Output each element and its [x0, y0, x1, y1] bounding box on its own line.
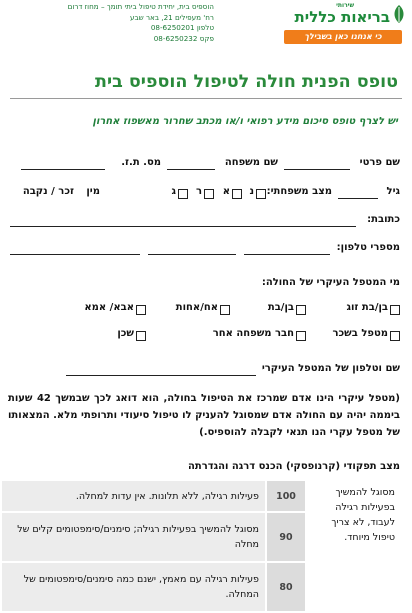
caregiver-question-row: [8, 277, 400, 293]
last-name-label: שם משפחה: [224, 157, 278, 168]
phones-row: [8, 242, 400, 258]
caregiver-contact-field[interactable]: [66, 363, 256, 376]
first-name-label: שם פרטי: [359, 157, 400, 168]
caregiver-option: מטפל בשכר: [332, 328, 388, 339]
age-field[interactable]: [338, 186, 378, 199]
caregiver-contact-label: שם וטלפון של המטפל העיקרי: [261, 363, 400, 374]
phone-field-3[interactable]: [10, 242, 140, 255]
marital-status-label: מצב משפחתי:: [266, 186, 332, 197]
caregiver-checkbox[interactable]: [136, 305, 146, 315]
marital-checkbox-n[interactable]: [256, 189, 266, 199]
caregiver-options-row-2: [8, 328, 400, 344]
contact-line: טלפון 08-6250201: [150, 23, 214, 32]
caregiver-options-row-1: [8, 302, 400, 318]
first-name-field[interactable]: [284, 157, 350, 170]
logo-main-text: בריאות כללית: [294, 8, 390, 26]
caregiver-contact-row: [8, 363, 400, 379]
phone-field-2[interactable]: [148, 242, 236, 255]
form-title: טופס הפנית חולה לטיפול הוספיס בית: [95, 72, 398, 92]
caregiver-checkbox[interactable]: [390, 305, 400, 315]
contact-info: [4, 2, 214, 44]
marital-option-g: ג: [171, 186, 176, 197]
id-number-field[interactable]: [21, 157, 105, 170]
last-name-field[interactable]: [167, 157, 215, 170]
logo-small-text: שירותי: [336, 2, 354, 9]
caregiver-option: חבר משפחה אחר: [212, 328, 294, 339]
caregiver-checkbox[interactable]: [136, 331, 146, 341]
marital-option-n: נ: [249, 186, 254, 197]
score-cell[interactable]: 90: [266, 512, 306, 562]
gender-label: מין: [86, 186, 100, 197]
address-row: [8, 214, 400, 230]
caregiver-checkbox[interactable]: [296, 331, 306, 341]
marital-option-a: א: [222, 186, 230, 197]
caregiver-checkbox[interactable]: [220, 305, 230, 315]
description-cell: מסוגל להמשיך בפעילות רגילה; סימנים/סימפטומים קלים של מחלה: [2, 512, 266, 562]
contact-line: פקס 08-6250232: [153, 33, 214, 43]
marital-checkbox-a[interactable]: [232, 189, 242, 199]
demographics-row: [8, 186, 400, 202]
gender-options[interactable]: זכר / נקבה: [22, 186, 74, 197]
name-row: [8, 157, 400, 173]
karnofsky-table: [2, 481, 401, 613]
category-cell: מסוגל להמשיך בפעילות רגילה לעבוד, לא צריך טיפול מיוחד.: [306, 481, 401, 612]
functional-status-title: מצב תפקודי (קרנופסקי) הכנס דרגה והגדרתה: [188, 461, 400, 472]
title-divider: [10, 98, 402, 99]
description-cell: פעילות רגילה, ללא תלונות. אין עדות למחלה.: [2, 481, 266, 512]
caregiver-option: אח/אחות: [175, 302, 218, 313]
form-subtitle: יש לצרף טופס סיכום מידע רפואי ו/או מכתב שחרור מאשפוז אחרון: [92, 116, 398, 127]
contact-line: הוספיס בית, יחידת טיפול ביתי תומך – מחוז דרום: [67, 2, 214, 11]
caregiver-explanation: (מטפל עיקרי הינו אדם שמרכז את הטיפול בחולה, הוא דואג לכך שבמשך 42 שעות ביממה יהיה עם החולה אדם שמסוגל להעניק לו טיפול סיעודי ותרופתי מלא. המצאותו של מטפל עקרי הנו תנאי לקבלה להוספיס.): [8, 393, 400, 438]
caregiver-option: בן/בת זוג: [346, 302, 388, 313]
caregiver-question: מי המטפל העיקרי של החולה:: [261, 277, 400, 288]
leaf-icon: [392, 4, 406, 24]
phone-field-1[interactable]: [244, 242, 330, 255]
age-label: גיל: [386, 186, 400, 197]
caregiver-option: אבא/ אמא: [84, 302, 134, 313]
caregiver-option: בן/בת: [267, 302, 294, 313]
marital-checkbox-g[interactable]: [178, 189, 188, 199]
logo-tagline: כי אנחנו כאן בשבילך: [284, 30, 402, 44]
clalit-logo: [234, 2, 404, 46]
header: [0, 0, 412, 60]
address-field[interactable]: [10, 214, 356, 227]
caregiver-checkbox[interactable]: [390, 331, 400, 341]
id-number-label: מס. ת.ז.: [121, 157, 161, 168]
phones-label: מספרי טלפון:: [336, 242, 400, 253]
caregiver-checkbox[interactable]: [296, 305, 306, 315]
table-row: [2, 481, 401, 512]
marital-checkbox-r[interactable]: [204, 189, 214, 199]
description-cell: פעילות רגילה עם מאמץ, ישנם כמה סימנים/סימפטומים של המחלה.: [2, 562, 266, 612]
address-label: כתובת:: [367, 214, 400, 225]
score-cell[interactable]: 80: [266, 562, 306, 612]
marital-option-r: ר: [195, 186, 202, 197]
contact-line: רח' מעפילים 21, באר שבע: [129, 12, 214, 22]
score-cell[interactable]: 100: [266, 481, 306, 512]
caregiver-option: שכן: [117, 328, 134, 339]
